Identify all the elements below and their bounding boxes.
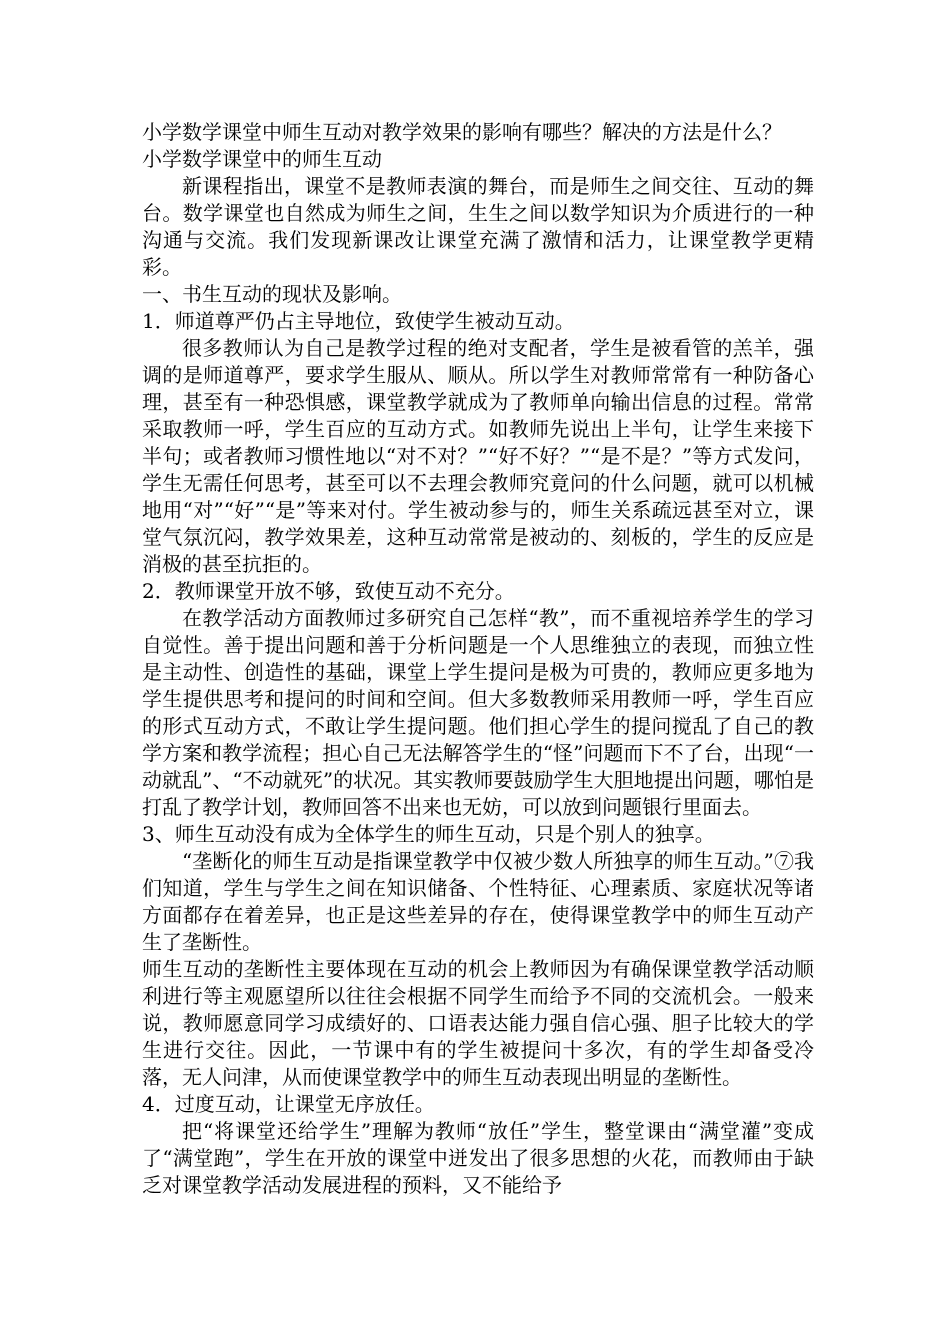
point-heading: 3、师生互动没有成为全体学生的师生互动，只是个别人的独享。 bbox=[142, 822, 715, 846]
point-heading: 2．教师课堂开放不够，致使互动不充分。 bbox=[142, 579, 515, 603]
document-page bbox=[142, 119, 814, 1199]
body-paragraph: 在教学活动方面教师过多研究自己怎样“教”，而不重视培养学生的学习自觉性。善于提出问题和善于分析问题是一个人思维独立的表现，而独立性是主动性、创造性的基础，课堂上学生提问是极为可贵的，教师应更多地为学生提供思考和提问的时间和空间。但大多数教师采用教师一呼，学生百应的形式互动方式，不敢让学生提问题。他们担心学生的提问搅乱了自己的教学方案和教学流程；担心自己无法解答学生的“怪”问题而下不了台，出现“一动就乱”、“不动就死”的状况。其实教师要鼓励学生大胆地提出问题，哪怕是打乱了教学计划，教师回答不出来也无妨，可以放到问题银行里面去。 bbox=[142, 606, 814, 819]
section-heading: 一、书生互动的现状及影响。 bbox=[142, 282, 402, 306]
intro-paragraph: 新课程指出，课堂不是教师表演的舞台，而是师生之间交往、互动的舞台。数学课堂也自然成为师生之间，生生之间以数学知识为介质进行的一种沟通与交流。我们发现新课改让课堂充满了激情和活力，让课堂教学更精彩。 bbox=[142, 174, 814, 279]
body-paragraph: 把“将课堂还给学生”理解为教师“放任”学生，整堂课由“满堂灌”变成了“满堂跑”，学生在开放的课堂中迸发出了很多思想的火花，而教师由于缺乏对课堂教学活动发展进程的预料，又不能给予 bbox=[142, 1119, 814, 1197]
body-paragraph: “垄断化的师生互动是指课堂教学中仅被少数人所独享的师生互动。”⑦我们知道，学生与学生之间在知识储备、个性特征、心理素质、家庭状况等诸方面都存在着差异，也正是这些差异的存在，使得课堂教学中的师生互动产生了垄断性。 bbox=[142, 849, 814, 954]
document-title: 小学数学课堂中师生互动对教学效果的影响有哪些？解决的方法是什么？ bbox=[142, 120, 782, 144]
point-heading: 1．师道尊严仍占主导地位，致使学生被动互动。 bbox=[142, 309, 575, 333]
document-subtitle: 小学数学课堂中的师生互动 bbox=[142, 147, 382, 171]
point-heading: 4．过度互动，让课堂无序放任。 bbox=[142, 1092, 435, 1116]
body-paragraph: 很多教师认为自己是教学过程的绝对支配者，学生是被看管的羔羊，强调的是师道尊严，要求学生服从、顺从。所以学生对教师常常有一种防备心理，甚至有一种恐惧感，课堂教学就成为了教师单向输出信息的过程。常常采取教师一呼，学生百应的互动方式。如教师先说出上半句，让学生来接下半句；或者教师习惯性地以“对不对？”“好不好？”“是不是？”等方式发问，学生无需任何思考，甚至可以不去理会教师究竟问的什么问题，就可以机械地用“对”“好”“是”等来对付。学生被动参与的，师生关系疏远甚至对立，课堂气氛沉闷，教学效果差，这种互动常常是被动的、刻板的，学生的反应是消极的甚至抗拒的。 bbox=[142, 336, 814, 576]
body-paragraph: 师生互动的垄断性主要体现在互动的机会上教师因为有确保课堂教学活动顺利进行等主观愿望所以往往会根据不同学生而给予不同的交流机会。一般来说，教师愿意同学习成绩好的、口语表达能力强自信心强、胆子比较大的学生进行交往。因此，一节课中有的学生被提问十多次，有的学生却备受冷落，无人问津，从而使课堂教学中的师生互动表现出明显的垄断性。 bbox=[142, 957, 814, 1089]
